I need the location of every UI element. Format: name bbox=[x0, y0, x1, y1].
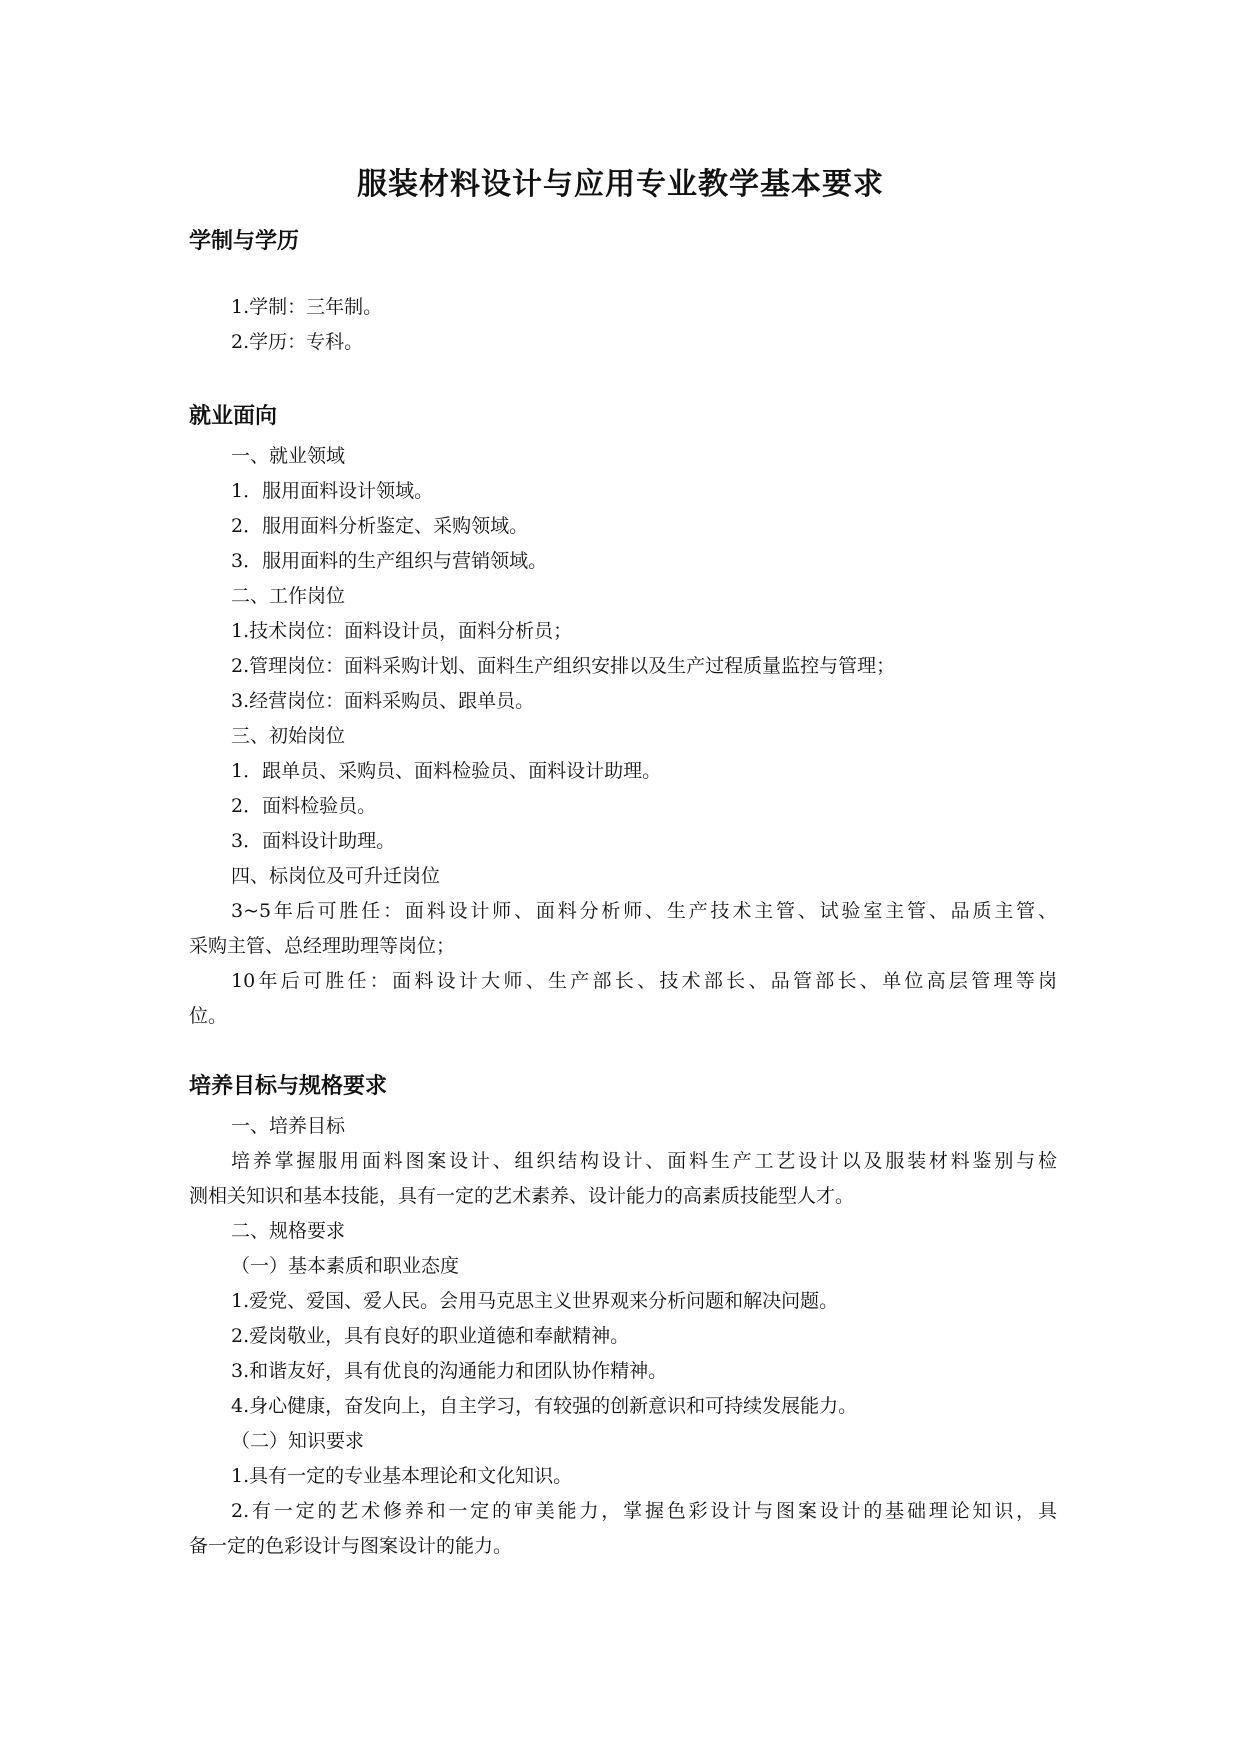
knowledge-requirements-subheading: （二）知识要求 bbox=[231, 1430, 365, 1452]
job-position-management: 2.管理岗位：面料采购计划、面料生产组织安排以及生产过程质量监控与管理； bbox=[231, 655, 896, 677]
schooling-duration-line: 1.学制：三年制。 bbox=[231, 296, 383, 318]
job-positions-subheading: 二、工作岗位 bbox=[231, 585, 346, 607]
schooling-degree-line: 2.学历：专科。 bbox=[231, 331, 364, 353]
basic-quality-item-4: 4.身心健康，奋发向上，自主学习，有较强的创新意识和可持续发展能力。 bbox=[231, 1395, 858, 1417]
initial-position-item-3: 3．面料设计助理。 bbox=[231, 830, 396, 852]
section-heading-employment: 就业面向 bbox=[189, 404, 278, 429]
section-heading-schooling: 学制与学历 bbox=[189, 229, 300, 254]
job-position-technical: 1.技术岗位：面料设计员，面料分析员； bbox=[231, 620, 573, 642]
training-objective-line-2: 测相关知识和基本技能，具有一定的艺术素养、设计能力的高素质技能型人才。 bbox=[189, 1185, 855, 1207]
promotion-positions-subheading: 四、标岗位及可升迁岗位 bbox=[231, 865, 441, 887]
basic-quality-item-1: 1.爱党、爱国、爱人民。会用马克思主义世界观来分析问题和解决问题。 bbox=[231, 1290, 839, 1312]
training-objective-subheading: 一、培养目标 bbox=[231, 1115, 346, 1137]
initial-position-item-1: 1．跟单员、采购员、面料检验员、面料设计助理。 bbox=[231, 760, 662, 782]
knowledge-item-2-line-1: 2.有一定的艺术修养和一定的审美能力，掌握色彩设计与图案设计的基础理论知识，具 bbox=[231, 1500, 1057, 1522]
basic-qualities-subheading: （一）基本素质和职业态度 bbox=[231, 1255, 460, 1277]
section-heading-objectives: 培养目标与规格要求 bbox=[189, 1074, 388, 1099]
knowledge-item-2-line-2: 备一定的色彩设计与图案设计的能力。 bbox=[189, 1535, 513, 1557]
employment-field-item-2: 2．服用面料分析鉴定、采购领域。 bbox=[231, 515, 529, 537]
employment-field-item-1: 1．服用面料设计领域。 bbox=[231, 480, 434, 502]
promotion-3-5-years-line-2: 采购主管、总经理助理等岗位； bbox=[189, 935, 456, 957]
employment-field-item-3: 3．服用面料的生产组织与营销领域。 bbox=[231, 550, 548, 572]
employment-field-subheading: 一、就业领域 bbox=[231, 445, 346, 467]
promotion-10-years-line-1: 10年后可胜任：面料设计大师、生产部长、技术部长、品管部长、单位高层管理等岗 bbox=[231, 970, 1057, 992]
basic-quality-item-2: 2.爱岗敬业，具有良好的职业道德和奉献精神。 bbox=[231, 1325, 630, 1347]
specification-subheading: 二、规格要求 bbox=[231, 1220, 346, 1242]
promotion-10-years-line-2: 位。 bbox=[189, 1005, 228, 1027]
initial-position-item-2: 2．面料检验员。 bbox=[231, 795, 377, 817]
promotion-3-5-years-line-1: 3~5年后可胜任：面料设计师、面料分析师、生产技术主管、试验室主管、品质主管、 bbox=[231, 900, 1057, 922]
knowledge-item-1: 1.具有一定的专业基本理论和文化知识。 bbox=[231, 1465, 573, 1487]
page-title: 服装材料设计与应用专业教学基本要求 bbox=[357, 167, 884, 202]
initial-positions-subheading: 三、初始岗位 bbox=[231, 725, 346, 747]
training-objective-line-1: 培养掌握服用面料图案设计、组织结构设计、面料生产工艺设计以及服装材料鉴别与检 bbox=[231, 1150, 1057, 1172]
basic-quality-item-3: 3.和谐友好，具有优良的沟通能力和团队协作精神。 bbox=[231, 1360, 668, 1382]
job-position-business: 3.经营岗位：面料采购员、跟单员。 bbox=[231, 690, 535, 712]
